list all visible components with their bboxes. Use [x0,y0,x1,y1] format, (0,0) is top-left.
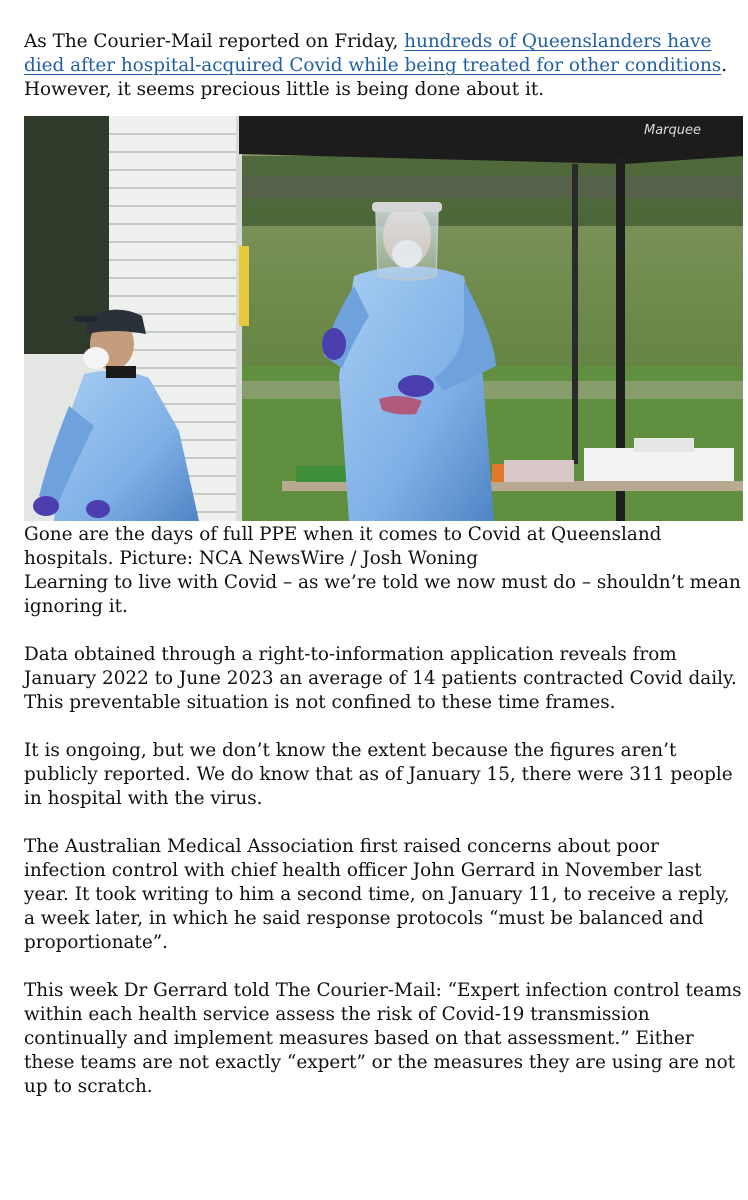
photo-caption: Gone are the days of full PPE when it comes to Covid at Queensland hospitals. Picture: NCA NewsWire / Josh Woning [24,524,662,569]
article-body [24,30,746,1123]
intro-paragraph [24,30,746,102]
yellow-object [239,246,249,326]
paragraph-3: It is ongoing, but we don’t know the extent because the figures aren’t publicly reported. We do know that as of January 15, there were 311 people in hospital with the virus. [24,740,733,809]
face-shield [376,204,438,281]
supplies [584,448,734,481]
paragraph-4: The Australian Medical Association first raised concerns about poor infection control with chief health officer John Gerrard in November last year. It took writing to him a second time, on January 11, to receive a reply, a week later, in which he said response protocols “must be balanced and proportionate”. [24,836,730,953]
shield-band [372,202,442,212]
collar [106,366,136,378]
intro-text: As The Courier-Mail reported on Friday, [24,31,405,52]
cap-brim [74,316,98,322]
glove [33,496,59,516]
right-glove [398,375,434,397]
face-mask [83,347,109,369]
ppe-workers-photo [24,116,743,521]
related-story-link[interactable]: hundreds of Queenslanders have died after hospital-acquired Covid while being treated for other conditions [24,31,722,76]
article-photo [24,116,743,521]
paragraph-2: Data obtained through a right-to-information application reveals from January 2022 to June 2023 an average of 14 patients contracted Covid daily. This preventable situation is not confined to these time frames. [24,644,737,713]
supply-box [634,438,694,452]
path [239,381,743,399]
paragraph-5: This week Dr Gerrard told The Courier-Mail: “Expert infection control teams within each health service assess the risk of Covid-19 transmission continually and implement measures based on that assessment.” Either these teams are not exactly “expert” or the measures they are using are not up to scratch. [24,980,742,1097]
red-pack [504,460,574,482]
tent-brand-text: Marquee [644,123,702,138]
glove-right [86,500,110,518]
fence [239,176,743,198]
intro-continuation: However, it seems precious little is being done about it. [24,79,545,100]
orange-pack [492,464,504,482]
left-glove [322,328,346,360]
paragraph-1: Learning to live with Covid – as we’re told we now must do – shouldn’t mean ignoring it. [24,572,741,617]
tent-pole-back [572,164,578,464]
intro-period: . [721,55,728,76]
